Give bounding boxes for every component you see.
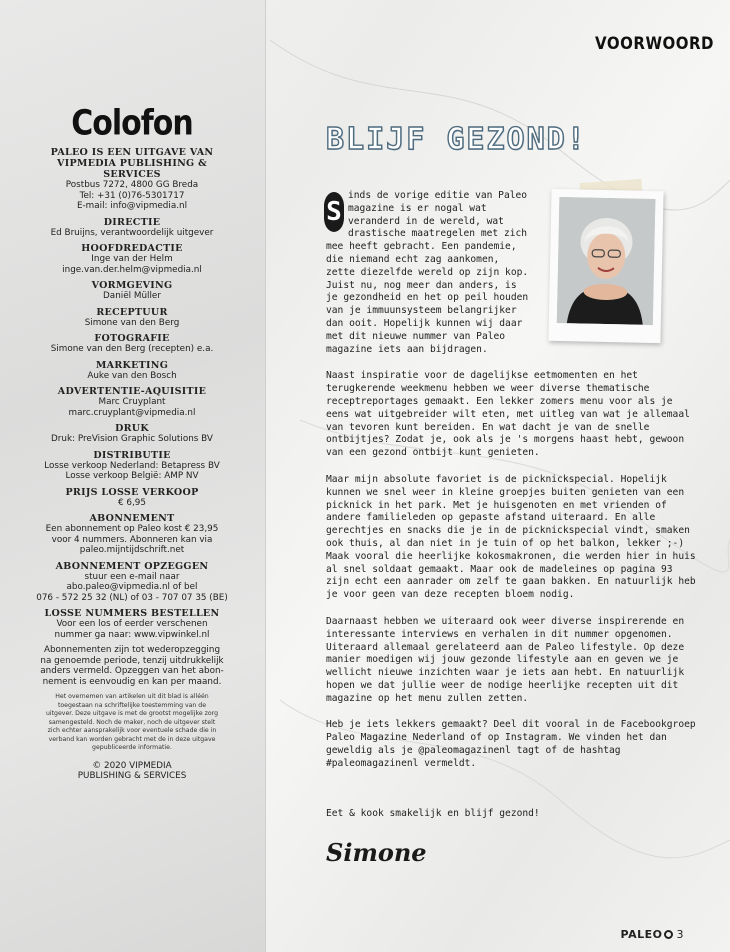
- colofon-section-line: Marc Cruyplant: [98, 397, 166, 407]
- paragraph: Heb je iets lekkers gemaakt? Deel dit vooral in de Facebookgroep Paleo Magazine Nederland of op Instagram. We vinden het dan geweldig als je @paleomagazinenl tagt of de hashtag #paleomagazinenl vermeldt.: [326, 719, 696, 769]
- closing-line: Eet & kook smakelijk en blijf gezond!: [326, 808, 540, 819]
- colofon-section-line: Losse verkoop Nederland: Betapress BV: [44, 460, 220, 471]
- colofon-section: [32, 360, 232, 382]
- intro-line: met dit nieuwe nummer van Paleo: [326, 330, 506, 342]
- colofon-section: [32, 386, 232, 418]
- paragraph: Daarnaast hebben we uiteraard ook weer diverse inspirerende en interessante interviews en verhalen in dit nummer opgenomen. Uiteraard allemaal gerelateerd aan de Paleo lifestyle. Op deze manier moedigen wij jouw gezonde lifestyle aan en geven we je wellicht nieuwe inzichten waar je iets aan hebt. En natuurlijk hopen we dat jullie weer de nodige heerlijke recepten uit dit magazine op het menu zullen zetten.: [326, 615, 685, 704]
- colofon-section: [32, 513, 232, 556]
- colofon-section-line: Daniël Müller: [103, 291, 161, 301]
- terms-line: nement is eenvoudig en kan per maand.: [42, 676, 222, 687]
- colofon-section-heading: LOSSE NUMMERS BESTELLEN: [44, 608, 220, 619]
- intro-line: drastische maatregelen met zich: [348, 228, 528, 240]
- colofon-section: [32, 217, 232, 239]
- copyright-line: PUBLISHING & SERVICES: [77, 771, 187, 781]
- colofon-section-heading: ABONNEMENT OPZEGGEN: [55, 560, 209, 572]
- section-label: VOORWOORD: [595, 32, 714, 54]
- paragraph-intro: [326, 190, 696, 356]
- colofon-section-line: marc.cruyplant@vipmedia.nl: [68, 407, 196, 418]
- publisher-phone: Tel: +31 (0)76-5301717: [79, 190, 185, 201]
- article-headline: BLIJF GEZOND!: [326, 122, 587, 157]
- colofon-section-line: Inge van der Helm: [91, 254, 173, 264]
- publisher-email: E-mail: info@vipmedia.nl: [76, 201, 188, 211]
- intro-line: magazine iets aan bijdragen.: [326, 343, 488, 355]
- intro-line: die niemand echt zag aankomen,: [326, 253, 500, 265]
- terms-line: Abonnementen zijn tot wederopzegging: [43, 645, 221, 655]
- colofon-section-heading: FOTOGRAFIE: [94, 333, 170, 344]
- fine-print-line: gepubliceerde informatie.: [92, 744, 172, 751]
- brand-circle-icon: [664, 930, 673, 939]
- colofon-section-line: voor 4 nummers. Abonneren kan via: [51, 534, 213, 545]
- terms-line: na genoemde periode, tenzij uitdrukkelijk: [40, 655, 224, 666]
- signature: Simone: [326, 838, 427, 867]
- colofon-section: [32, 307, 232, 329]
- colofon-section-line: Ed Bruijns, verantwoordelijk uitgever: [50, 227, 214, 238]
- publisher-line: VIPMEDIA PUBLISHING & SERVICES: [57, 158, 207, 180]
- intro-line: dan ooit. Hopelijk kunnen wij daar: [326, 317, 523, 329]
- colofon-section-heading: PRIJS LOSSE VERKOOP: [65, 486, 199, 498]
- colofon-content: [32, 103, 232, 782]
- colofon-section-line: Voor een los of eerder verschenen: [56, 619, 208, 629]
- colofon-section-line: Simone van den Berg (recepten) e.a.: [50, 344, 214, 354]
- colofon-section-heading: DIRECTIE: [103, 216, 161, 228]
- terms-block: [32, 645, 232, 687]
- article-body: [326, 190, 696, 785]
- colofon-section-heading: RECEPTUUR: [96, 306, 168, 318]
- colofon-section-line: 076 - 572 25 32 (NL) of 03 - 707 07 35 (BE): [36, 592, 228, 603]
- fine-print-line: uitgever. Deze uitgave is met de grootst mogelijke zorg: [45, 710, 218, 717]
- colofon-section: [32, 423, 232, 445]
- colofon-section: [32, 487, 232, 509]
- colofon-sections: [32, 217, 232, 641]
- intro-line: van je immuunsysteem belangrijker: [326, 305, 517, 317]
- fine-print-line: zich echter aansprakelijk voor eventuele schade die in: [47, 727, 217, 734]
- colofon-section-heading: HOOFDREDACTIE: [81, 243, 183, 254]
- intro-line: je gezondheid en het op peil houden: [326, 292, 529, 304]
- colofon-section: [32, 561, 232, 604]
- publisher-line: PALEO IS EEN UITGAVE VAN: [50, 147, 214, 158]
- publisher-address: Postbus 7272, 4800 GG Breda: [65, 180, 199, 190]
- colofon-section-line: Druk: PreVision Graphic Solutions BV: [51, 434, 213, 444]
- colofon-section-heading: VORMGEVING: [91, 280, 173, 291]
- intro-line: veranderd in de wereld, wat: [348, 215, 504, 227]
- colofon-section-line: € 6,95: [118, 497, 146, 508]
- colofon-section-heading: ABONNEMENT: [89, 513, 175, 524]
- publisher-block: [32, 147, 232, 212]
- colofon-section-line: Auke van den Bosch: [87, 370, 177, 381]
- colofon-title: Colofon: [71, 103, 193, 144]
- colofon-section: [32, 608, 232, 640]
- colofon-section: [32, 333, 232, 355]
- intro-line: Juist nu, nog meer dan anders, is: [326, 279, 517, 291]
- fine-print-line: Het overnemen van artikelen uit dit blad is alléén: [55, 693, 209, 700]
- colofon-section-line: Losse verkoop België: AMP NV: [65, 471, 199, 481]
- colofon-section-line: Een abonnement op Paleo kost € 23,95: [45, 524, 219, 534]
- colofon-section-heading: DISTRIBUTIE: [93, 449, 171, 461]
- intro-line: zette diezelfde wereld op zijn kop.: [326, 266, 529, 278]
- colofon-section-line: Simone van den Berg: [84, 317, 180, 328]
- fine-print-line: toegestaan na schriftelijke toestemming van de: [57, 701, 207, 709]
- intro-line: inds de vorige editie van Paleo: [348, 190, 528, 201]
- fine-print: [32, 693, 232, 753]
- intro-line: mee heeft gebracht. Een pandemie,: [326, 241, 517, 253]
- colofon-section-heading: MARKETING: [95, 359, 169, 371]
- intro-line: magazine is er nogal wat: [348, 202, 487, 214]
- page-number: 3: [676, 928, 684, 941]
- colofon-section: [32, 243, 232, 275]
- colofon-section: [32, 280, 232, 302]
- colofon-section-line: abo.paleo@vipmedia.nl of bel: [66, 582, 198, 592]
- page-footer: [621, 928, 684, 941]
- colofon-section-line: inge.van.der.helm@vipmedia.nl: [62, 264, 202, 275]
- colofon-section-heading: DRUK: [115, 423, 149, 434]
- copyright-line: © 2020 VIPMEDIA: [92, 760, 172, 771]
- paragraph: Maar mijn absolute favoriet is de picknickspecial. Hopelijk kunnen we snel weer in kleine groepjes buiten genieten van een picknick in het park. Met je huisgenoten en met vrienden of andere familieleden op gepaste afstand uiteraard. En alle gerechtjes en snacks die je in de picknickspecial vindt, smaken ook thuis, al dan niet in je tuin of op het balkon, lekker ;-) Maak vooral die heerlijke kokosmakronen, die werden hier in huis al snel soldaat gemaakt. Maar ook de madeleines op pagina 93 zijn echt een aanrader om zelf te gaan bakken. En natuurlijk heb je voor geen van deze recepten bloem nodig.: [326, 473, 696, 601]
- colofon-section-line: paleo.mijntijdschrift.net: [79, 545, 185, 555]
- fine-print-line: samengesteld. Noch de maker, noch de uitgever stelt: [48, 718, 216, 726]
- colofon-section-line: nummer ga naar: www.vipwinkel.nl: [54, 629, 210, 640]
- fine-print-line: verband kan worden gebracht met de in deze uitgave: [48, 735, 216, 743]
- intro-first-lines: [326, 190, 536, 241]
- dropcap: S: [324, 192, 344, 232]
- terms-line: anders vermeld. Opzeggen van het abon-: [40, 666, 224, 676]
- colofon-column: [0, 0, 266, 952]
- paragraph: Naast inspiratie voor de dagelijkse eetmomenten en het terugkerende weekmenu hebben we weer diverse thematische receptreportages gemaakt. Een lekker zomers menu voor als je eens wat uitgebreider wilt eten, met uitleg van wat je allemaal van tevoren kunt bereiden. En wat dacht je van de snelle ontbijtjes? Zodat je, ook als je 's morgens haast hebt, gewoon van een gezond ontbijt kunt genieten.: [326, 370, 690, 459]
- colofon-section-heading: ADVERTENTIE-AQUISITIE: [57, 386, 207, 397]
- colofon-section: [32, 450, 232, 482]
- colofon-section-line: stuur een e-mail naar: [84, 571, 180, 582]
- copyright: [32, 761, 232, 782]
- footer-brand: PALEO: [620, 928, 663, 941]
